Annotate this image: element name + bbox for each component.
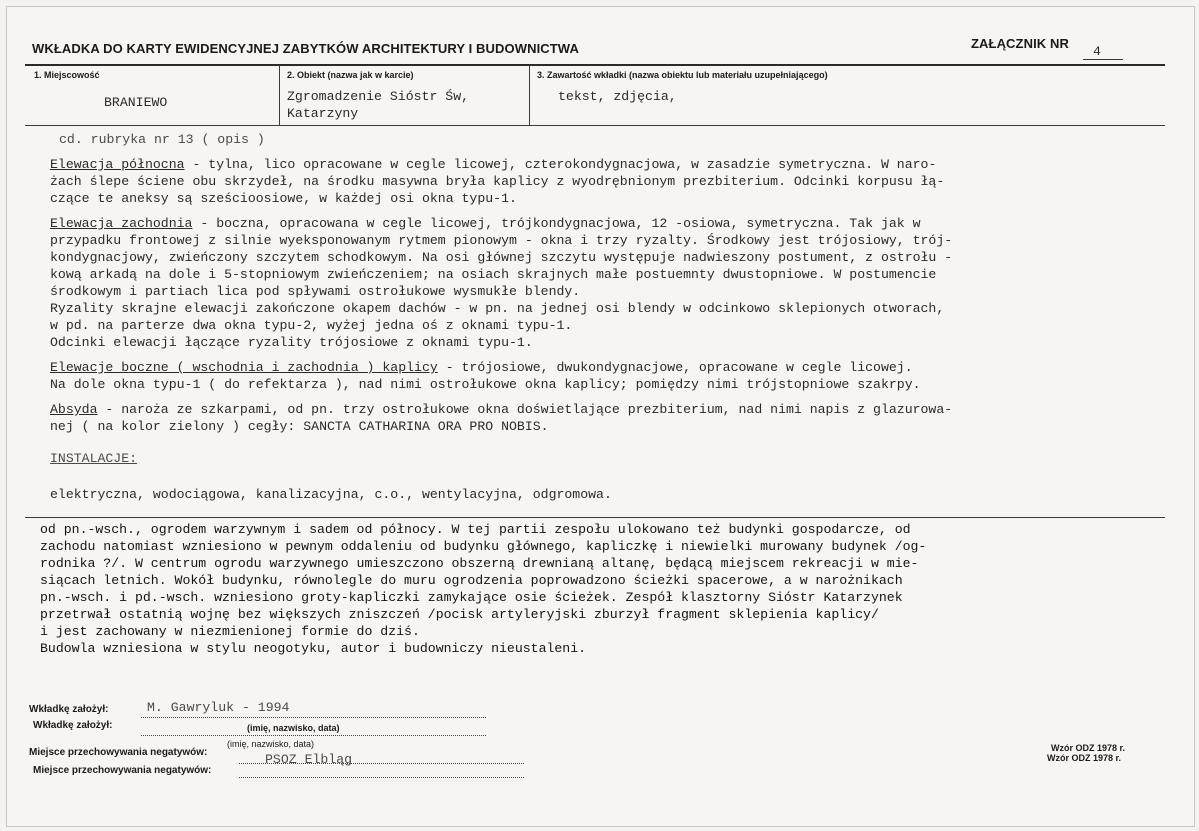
field-2-label: 2. Obiekt (nazwa jak w karcie): [287, 70, 414, 80]
negatives-value: PSOZ Elbląg: [265, 752, 353, 767]
paragraph-apse-line-1: Absyda - naroża ze szkarpami, od pn. trzy ostrołukowe okna doświetlające prezbiterium, nad nimi napis z glazurowa-: [50, 402, 953, 417]
field-2-value-line2: Katarzyny: [287, 106, 359, 121]
paragraph-apse-title: Absyda: [50, 402, 98, 417]
attachment-number: 4: [1093, 44, 1101, 59]
document-sheet: [6, 6, 1195, 827]
author-dotted-line-2: [141, 735, 486, 736]
author-hint-2: (imię, nazwisko, data): [227, 739, 315, 749]
paragraph-chapel-line-1: Elewacje boczne ( wschodnia i zachodnia ) kaplicy - trójosiowe, dwukondygnacjowe, opracowane w cegle licowej.: [50, 360, 913, 375]
bottom-line-4: siącach letnich. Wokół budynku, równolegle do muru ogrodzenia poprowadzono ścieżki spacerowe, a w narożnikach: [40, 573, 903, 588]
paragraph-west-line-1: Elewacja zachodnia - boczna, opracowana w cegle licowej, trójkondygnacjowa, 12 -osiowa, symetryczna. Tak jak w: [50, 216, 921, 231]
field-1-label: 1. Miejscowość: [34, 70, 100, 80]
author-label-2: Wkładkę założył:: [33, 720, 113, 731]
bottom-line-8: Budowla wzniesiona w stylu neogotyku, autor i budowniczy nieustaleni.: [40, 641, 587, 656]
bottom-line-1: od pn.-wsch., ogrodem warzywnym i sadem od północy. W tej partii zespołu ulokowano też budynki gospodarcze, od: [40, 522, 911, 537]
installations-heading: INSTALACJE:: [50, 451, 138, 466]
field-3-label: 3. Zawartość wkładki (nazwa obiektu lub materiału uzupełniającego): [537, 70, 828, 80]
bottom-line-6: przetrwał ostatnią wojnę bez większych zniszczeń /pocisk artyleryjski zburzył fragment sklepienia kaplicy/: [40, 607, 879, 622]
negatives-label: Miejsce przechowywania negatywów:: [29, 747, 208, 758]
paragraph-chapel-title: Elewacje boczne ( wschodnia i zachodnia ) kaplicy: [50, 360, 438, 375]
paragraph-west-line-3: kondygnacjowy, zwieńczony szczytem schodkowym. Na osi głównej szczytu występuje nadwieszony postument, z ostrołu -: [50, 250, 953, 265]
bottom-line-5: pn.-wsch. i pd.-wsch. wzniesiono groty-kapliczki zamykające osie ścieżek. Zespół klasztorny Sióstr Katarzynek: [40, 590, 903, 605]
installations-text: elektryczna, wodociągowa, kanalizacyjna, c.o., wentylacyjna, odgromowa.: [50, 487, 612, 502]
paragraph-west-line-5: środkowym i partiach lica pod spływami ostrołukowe wysmukłe blendy.: [50, 284, 581, 299]
field-2-value-line1: Zgromadzenie Sióstr Św,: [287, 89, 470, 104]
form-number-1: Wzór ODZ 1978 r.: [1051, 743, 1126, 753]
negatives-dotted-line: [239, 763, 524, 764]
paragraph-north-title: Elewacja północna: [50, 157, 185, 172]
field-divider-1: [279, 65, 280, 125]
attachment-number-line: [1083, 59, 1123, 60]
section-separator: [25, 517, 1165, 518]
fields-bottom-rule: [25, 125, 1165, 126]
header-rule: [25, 64, 1165, 66]
paragraph-north-line-3: czące te aneksy są sześcioosiowe, w każdej osi okna typu-1.: [50, 191, 517, 206]
author-dotted-line: [141, 717, 486, 718]
field-3-value: tekst, zdjęcia,: [558, 89, 677, 104]
author-hint-1: (imię, nazwisko, data): [247, 723, 340, 733]
paragraph-north-line-1: Elewacja północna - tylna, lico opracowane w cegle licowej, czterokondygnacjowa, w zasadzie symetryczna. W naro-: [50, 157, 937, 172]
paragraph-apse-line-2: nej ( na kolor zielony ) cegły: SANCTA CATHARINA ORA PRO NOBIS.: [50, 419, 549, 434]
paragraph-west-line-2: przypadku frontowej z silnie wyeksponowanym rytmem pionowym - okna i trzy ryzalty. Środkowy jest trójosiowy, trój-: [50, 233, 953, 248]
negatives-label-2: Miejsce przechowywania negatywów:: [33, 765, 212, 776]
form-number-2: Wzór ODZ 1978 r.: [1047, 753, 1122, 763]
paragraph-west-line-4: kową arkadą na dole i 5-stopniowym zwieńczeniem; na osiach skrajnych małe postuemnty dwustopniowe. W postumencie: [50, 267, 937, 282]
paragraph-west-title: Elewacja zachodnia: [50, 216, 193, 231]
paragraph-west-line-6: Ryzality skrajne elewacji zakończone okapem dachów - w pn. na jednej osi blendy w odcinkowo sklepionych otworach,: [50, 301, 945, 316]
negatives-dotted-line-2: [239, 777, 524, 778]
author-label: Wkładkę założył:: [29, 704, 109, 715]
section-heading: cd. rubryka nr 13 ( opis ): [59, 132, 265, 147]
field-1-value: BRANIEWO: [104, 95, 168, 110]
paragraph-west-line-8: Odcinki elewacji łączące ryzality trójosiowe z oknami typu-1.: [50, 335, 533, 350]
bottom-line-7: i jest zachowany w niezmienionej formie do dziś.: [40, 624, 420, 639]
author-value: M. Gawryluk - 1994: [147, 700, 290, 715]
form-title: WKŁADKA DO KARTY EWIDENCYJNEJ ZABYTKÓW ARCHITEKTURY I BUDOWNICTWA: [32, 41, 579, 56]
field-divider-2: [529, 65, 530, 125]
bottom-line-2: zachodu natomiast wzniesiono w pewnym oddaleniu od budynku głównego, kapliczkę i niewielki murowany budynek /og-: [40, 539, 927, 554]
paragraph-north-line-2: żach ślepe ściene obu skrzydeł, na środku masywna bryła kaplicy z wyodrębnionym prezbiterium. Odcinki korpusu łą-: [50, 174, 945, 189]
paragraph-west-line-7: w pd. na parterze dwa okna typu-2, wyżej jedna oś z oknami typu-1.: [50, 318, 573, 333]
paragraph-chapel-line-2: Na dole okna typu-1 ( do refektarza ), nad nimi ostrołukowe okna kaplicy; pomiędzy nimi trójstopniowe szakrpy.: [50, 377, 921, 392]
bottom-line-3: rodnika ?/. W centrum ogrodu warzywnego umieszczono obszerną drewnianą altanę, będącą miejscem rekreacji w mie-: [40, 556, 919, 571]
attachment-label: ZAŁĄCZNIK NR: [971, 36, 1069, 51]
